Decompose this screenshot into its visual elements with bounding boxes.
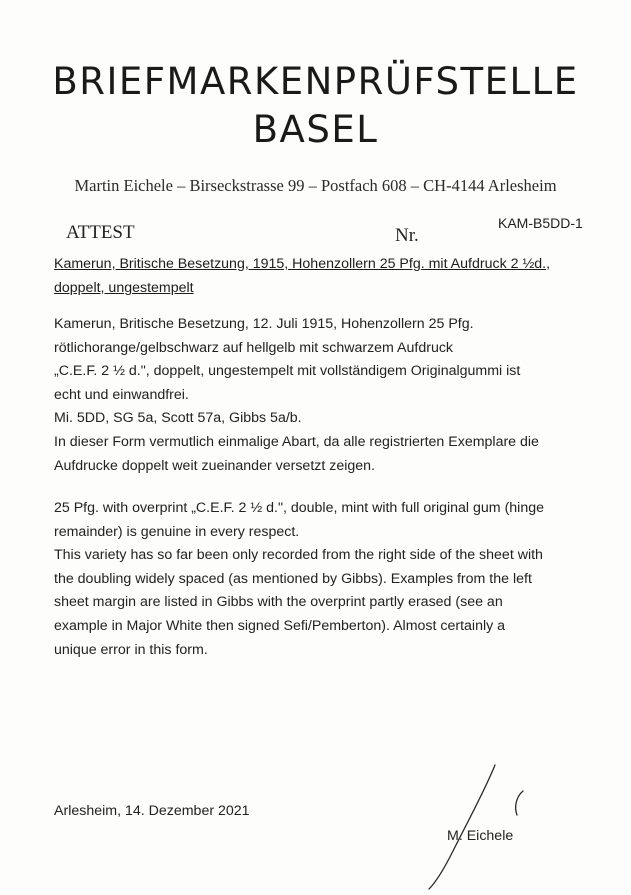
description-line: remainder) is genuine in every respect. — [54, 523, 300, 540]
description-line: In dieser Form vermutlich einmalige Abart, da alle registrierten Exemplare die — [54, 433, 539, 450]
description-line: „C.E.F. 2 ½ d.", doppelt, ungestempelt mit vollständigem Originalgummi ist — [54, 363, 521, 380]
description-line: the doubling widely spaced (as mentioned by Gibbs). Examples from the left — [54, 570, 532, 587]
german-description — [54, 313, 619, 478]
institution-city: BASEL — [252, 108, 379, 151]
subject-line: Kamerun, Britische Besetzung, 1915, Hohenzollern 25 Pfg. mit Aufdruck 2 ½d., — [54, 256, 551, 272]
description-line: unique error in this form. — [54, 641, 208, 658]
certificate-subject — [54, 252, 614, 300]
signatory-name: M. Eichele — [447, 828, 514, 844]
institution-title: BRIEFMARKENPRÜFSTELLE — [52, 60, 579, 103]
subject-line: doppelt, ungestempelt — [54, 280, 194, 296]
description-line: rötlichorange/gelbschwarz auf hellgelb mit schwarzem Aufdruck — [54, 339, 454, 356]
nr-label: Nr. — [395, 225, 419, 246]
attest-label: ATTEST — [66, 222, 135, 243]
address-line: Martin Eichele – Birseckstrasse 99 – Postfach 608 – CH-4144 Arlesheim — [74, 176, 557, 195]
description-line: example in Major White then signed Sefi/Pemberton). Almost certainly a — [54, 617, 506, 634]
certificate-reference: KAM-B5DD-1 — [498, 215, 583, 231]
description-line: Mi. 5DD, SG 5a, Scott 57a, Gibbs 5a/b. — [54, 410, 302, 427]
description-line: Aufdrucke doppelt weit zueinander versetzt zeigen. — [54, 457, 375, 474]
signature-mark — [415, 755, 535, 895]
place-date: Arlesheim, 14. Dezember 2021 — [54, 803, 250, 819]
english-description — [54, 497, 619, 662]
description-line: sheet margin are listed in Gibbs with the overprint partly erased (see an — [54, 594, 503, 611]
description-line: echt und einwandfrei. — [54, 386, 189, 403]
description-line: This variety has so far been only recorded from the right side of the sheet with — [54, 547, 543, 564]
description-line: 25 Pfg. with overprint „C.E.F. 2 ½ d.", double, mint with full original gum (hinge — [54, 500, 545, 516]
description-line: Kamerun, Britische Besetzung, 12. Juli 1915, Hohenzollern 25 Pfg. — [54, 316, 474, 332]
